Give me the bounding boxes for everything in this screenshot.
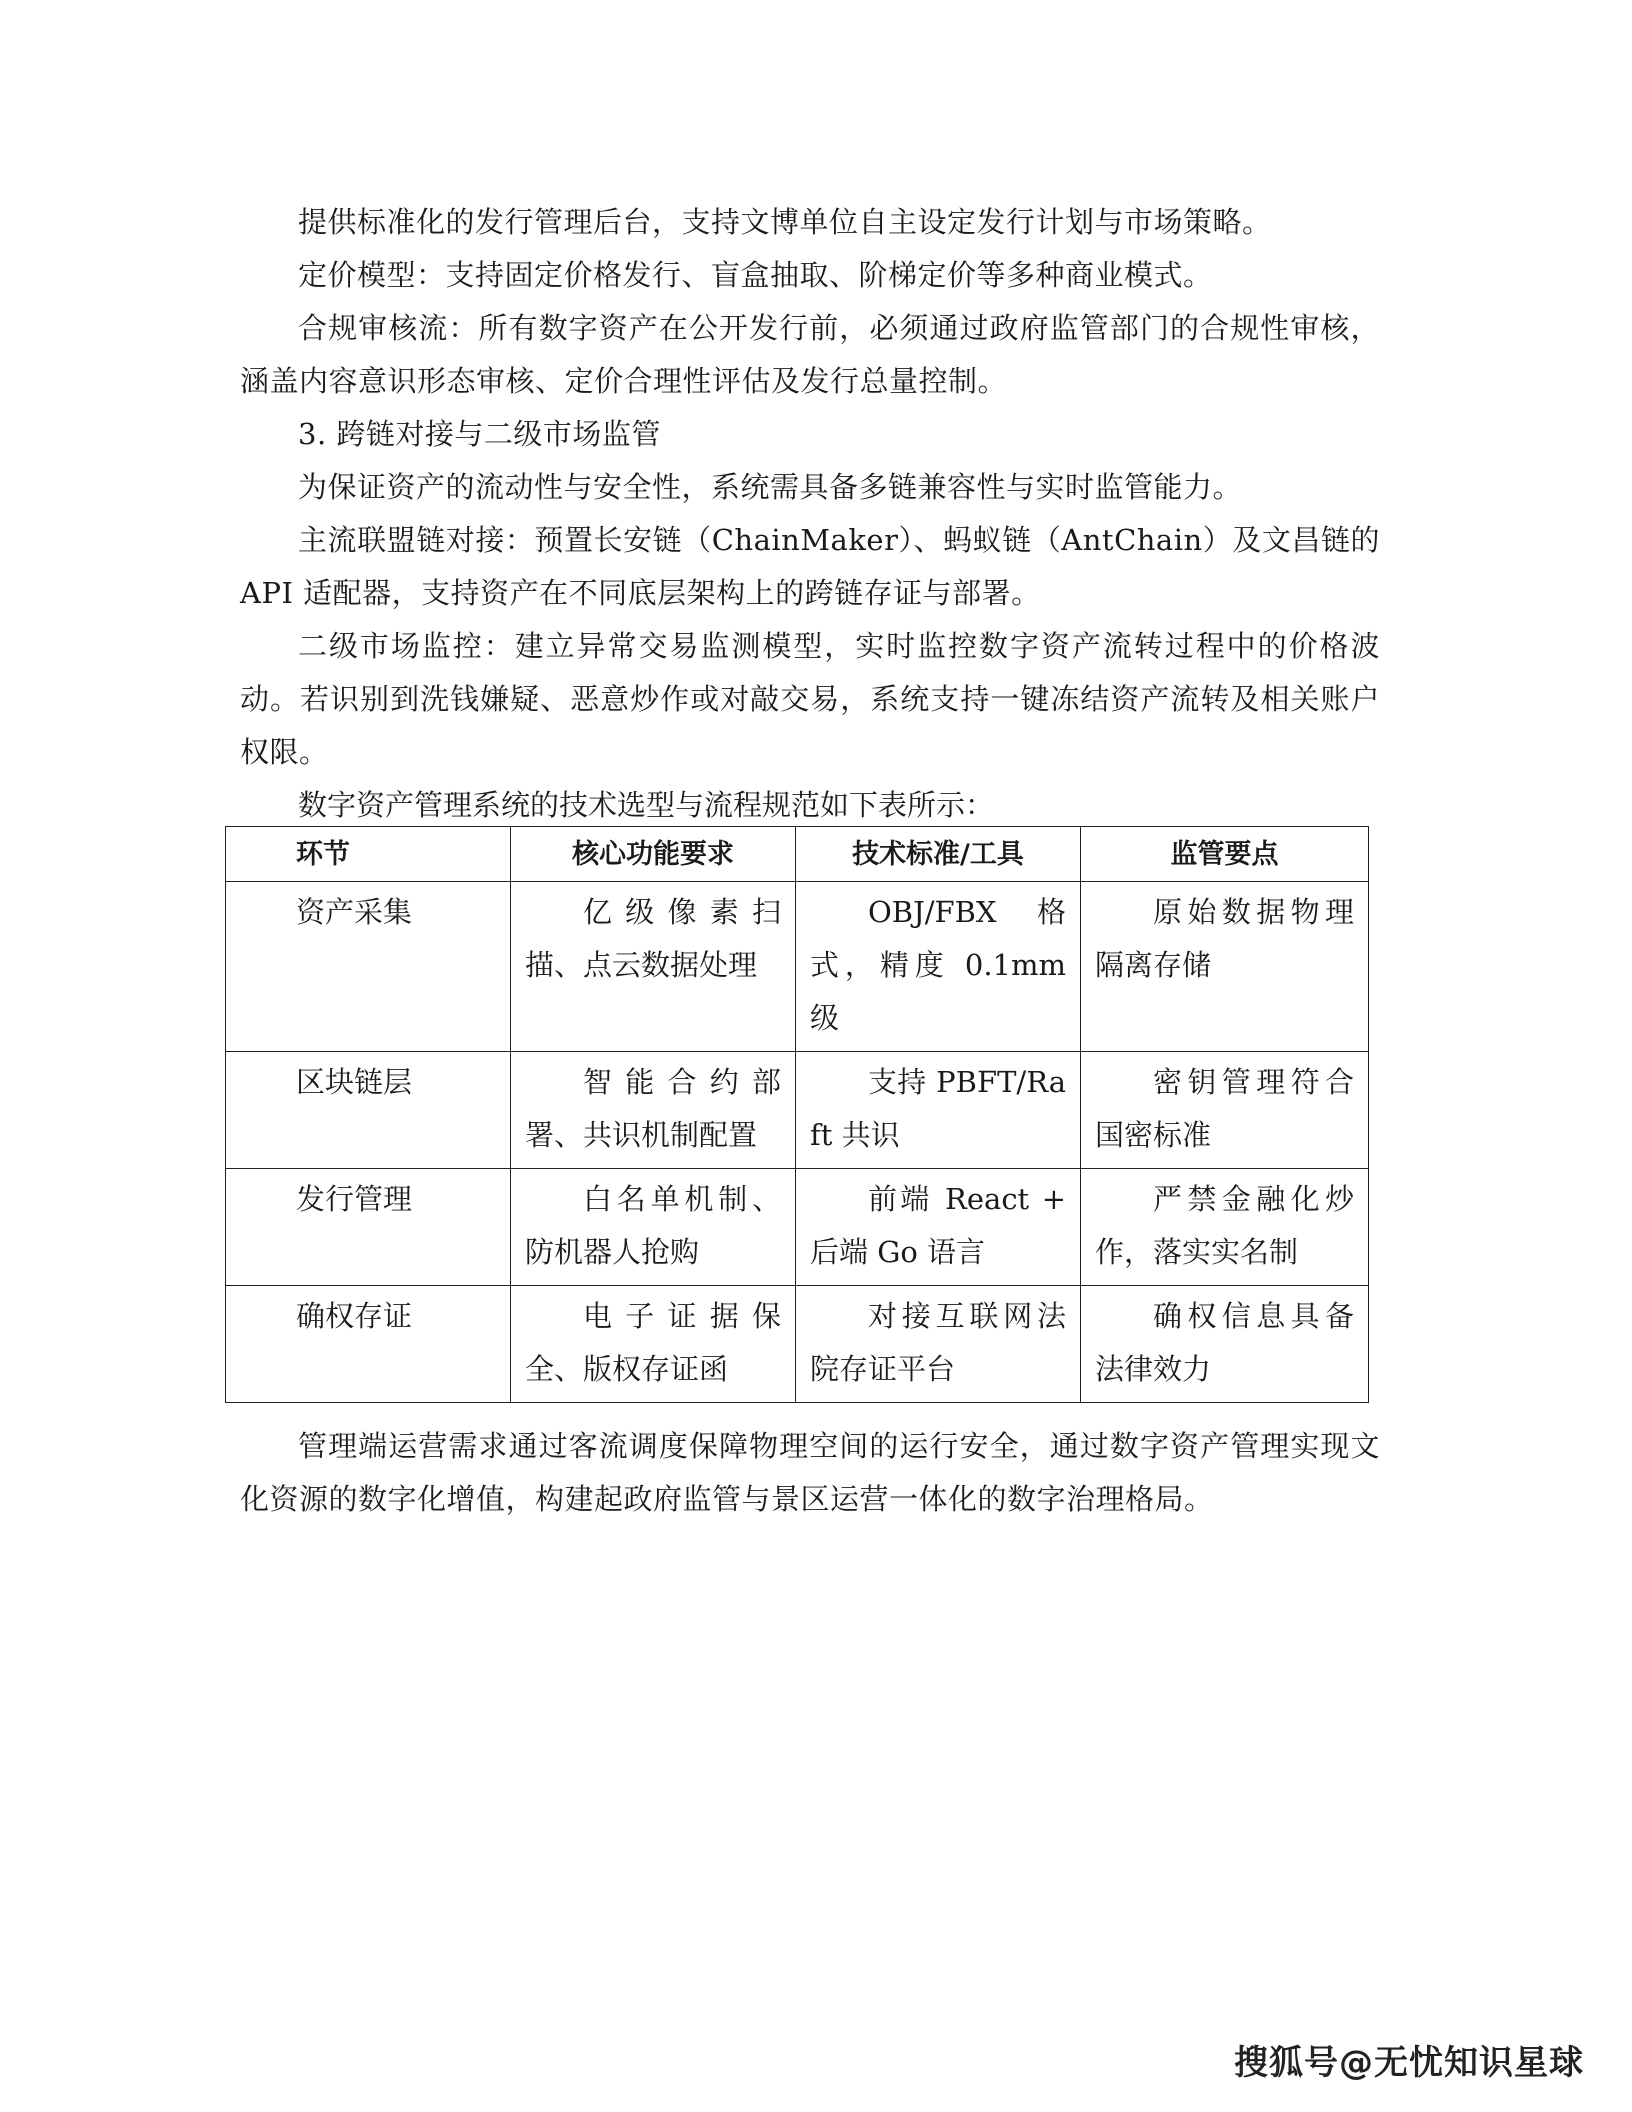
closing-section (240, 1420, 1380, 1526)
table-cell: 原始数据物理隔离存储 (1081, 882, 1369, 1052)
closing-paragraph: 管理端运营需求通过客流调度保障物理空间的运行安全，通过数字资产管理实现文化资源的数字化增值，构建起政府监管与景区运营一体化的数字治理格局。 (240, 1429, 1380, 1516)
paragraph-issuance-backend: 提供标准化的发行管理后台，支持文博单位自主设定发行计划与市场策略。 (298, 205, 1272, 239)
table-cell: 对接互联网法院存证平台 (796, 1286, 1081, 1403)
paragraph-compliance-review: 合规审核流：所有数字资产在公开发行前，必须通过政府监管部门的合规性审核，涵盖内容意识形态审核、定价合理性评估及发行总量控制。 (240, 311, 1380, 398)
header-supervision: 监管要点 (1081, 827, 1369, 882)
table-cell: 电子证据保全、版权存证函 (511, 1286, 796, 1403)
table-row (226, 1286, 1369, 1403)
body-text (240, 196, 1380, 832)
table-row (226, 1169, 1369, 1286)
paragraph-consortium-chain: 主流联盟链对接：预置长安链（ChainMaker）、蚂蚁链（AntChain）及文昌链的 API 适配器，支持资产在不同底层架构上的跨链存证与部署。 (240, 523, 1380, 610)
table-cell: 严禁金融化炒作，落实实名制 (1081, 1169, 1369, 1286)
header-stage: 环节 (226, 827, 511, 882)
table-cell: 发行管理 (226, 1169, 511, 1286)
header-core-function: 核心功能要求 (511, 827, 796, 882)
table-cell: 确权存证 (226, 1286, 511, 1403)
table-row (226, 882, 1369, 1052)
table-cell: 密钥管理符合国密标准 (1081, 1052, 1369, 1169)
table-caption: 数字资产管理系统的技术选型与流程规范如下表所示： (298, 788, 995, 822)
paragraph-pricing-model: 定价模型：支持固定价格发行、盲盒抽取、阶梯定价等多种商业模式。 (298, 258, 1213, 292)
table-cell: 资产采集 (226, 882, 511, 1052)
table-cell: 确权信息具备法律效力 (1081, 1286, 1369, 1403)
table-cell: 智能合约部署、共识机制配置 (511, 1052, 796, 1169)
section-heading-cross-chain: 3. 跨链对接与二级市场监管 (298, 417, 661, 451)
table-row (226, 1052, 1369, 1169)
spec-table (225, 826, 1369, 1403)
table-cell: 前端 React + 后端 Go 语言 (796, 1169, 1081, 1286)
paragraph-liquidity-security: 为保证资产的流动性与安全性，系统需具备多链兼容性与实时监管能力。 (298, 470, 1243, 504)
table-cell: 亿级像素扫描、点云数据处理 (511, 882, 796, 1052)
table-cell: 白名单机制、防机器人抢购 (511, 1169, 796, 1286)
watermark: 搜狐号@无忧知识星球 (1234, 2043, 1584, 2083)
table-cell: 区块链层 (226, 1052, 511, 1169)
table-cell: 支持 PBFT/Raft 共识 (796, 1052, 1081, 1169)
paragraph-secondary-market: 二级市场监控：建立异常交易监测模型，实时监控数字资产流转过程中的价格波动。若识别到洗钱嫌疑、恶意炒作或对敲交易，系统支持一键冻结资产流转及相关账户权限。 (240, 629, 1380, 769)
table-cell: OBJ/FBX 格式，精度 0.1mm 级 (796, 882, 1081, 1052)
table-header-row (226, 827, 1369, 882)
header-tech-standard: 技术标准/工具 (796, 827, 1081, 882)
